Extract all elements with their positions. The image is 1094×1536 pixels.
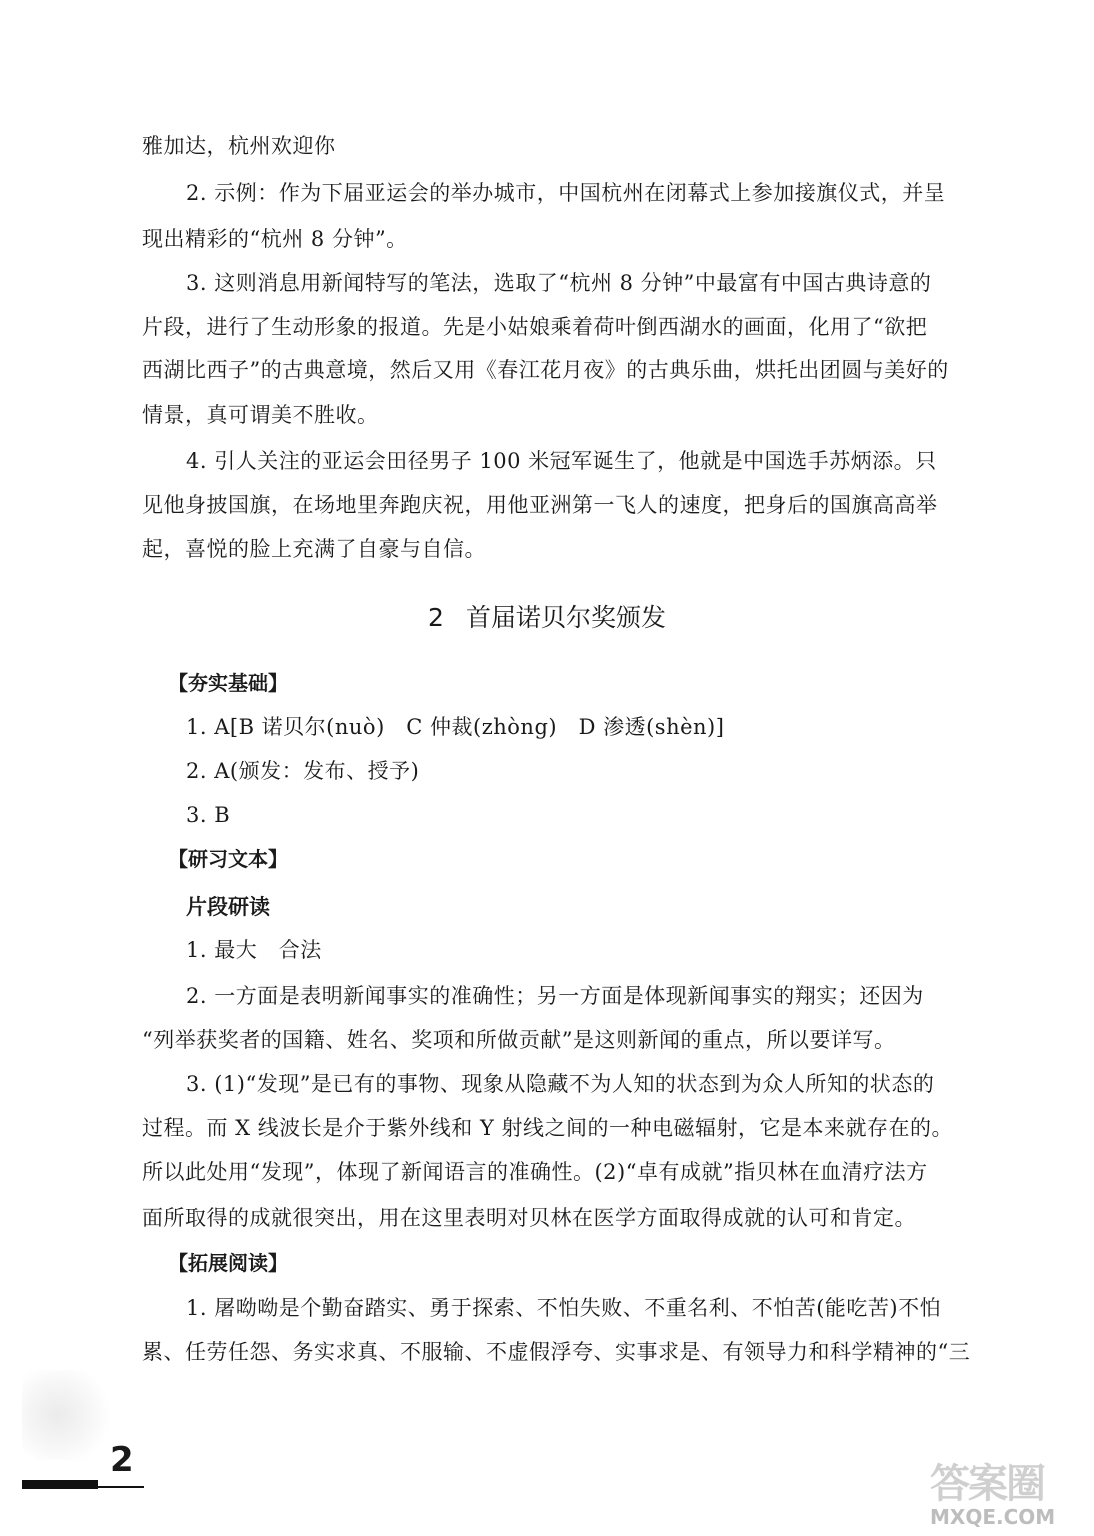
basics-item: 2. A(颁发：发布、授予) xyxy=(186,759,420,783)
paragraph-line: 现出精彩的“杭州 8 分钟”。 xyxy=(142,227,408,251)
watermark xyxy=(930,1462,1080,1534)
paragraph-line: 雅加达，杭州欢迎你 xyxy=(142,134,336,158)
section-title xyxy=(0,602,1094,634)
study-line: 过程。而 X 线波长是介于紫外线和 Y 射线之间的一种电磁辐射，它是本来就存在的。 xyxy=(142,1116,954,1140)
paragraph-line: 4. 引人关注的亚运会田径男子 100 米冠军诞生了，他就是中国选手苏炳添。只 xyxy=(186,449,937,473)
paragraph-line: 情景，真可谓美不胜收。 xyxy=(142,403,379,427)
paragraph-line: 见他身披国旗，在场地里奔跑庆祝，用他亚洲第一飞人的速度，把身后的国旗高高举 xyxy=(142,493,938,517)
extended-line: 累、任劳任怨、务实求真、不服输、不虚假浮夸、实事求是、有领导力和科学精神的“三 xyxy=(142,1340,971,1364)
paragraph-line: 起，喜悦的脸上充满了自豪与自信。 xyxy=(142,537,486,561)
extended-heading: 【拓展阅读】 xyxy=(168,1251,288,1275)
watermark-logo: 答案圈 xyxy=(930,1461,1044,1507)
basics-heading: 【夯实基础】 xyxy=(168,671,288,695)
paragraph-line: 2. 示例：作为下届亚运会的举办城市，中国杭州在闭幕式上参加接旗仪式，并呈 xyxy=(186,181,946,205)
footer-rule xyxy=(22,1486,144,1488)
paragraph-line: 3. 这则消息用新闻特写的笔法，选取了“杭州 8 分钟”中最富有中国古典诗意的 xyxy=(186,271,932,295)
study-line: 3. (1)“发现”是已有的事物、现象从隐藏不为人知的状态到为众人所知的状态的 xyxy=(186,1072,935,1096)
study-line: 面所取得的成就很突出，用在这里表明对贝林在医学方面取得成就的认可和肯定。 xyxy=(142,1206,916,1230)
watermark-domain: MXQE.COM xyxy=(930,1505,1056,1529)
paragraph-line: 西湖比西子”的古典意境，然后又用《春江花月夜》的古典乐曲，烘托出团圆与美好的 xyxy=(142,358,949,382)
study-line: 2. 一方面是表明新闻事实的准确性；另一方面是体现新闻事实的翔实；还因为 xyxy=(186,984,924,1008)
section-title-text: 首届诺贝尔奖颁发 xyxy=(465,603,666,632)
study-subheading: 片段研读 xyxy=(186,895,270,919)
page-number: 2 xyxy=(110,1440,134,1480)
basics-item: 1. A[B 诺贝尔(nuò) C 仲裁(zhòng) D 渗透(shèn)] xyxy=(186,715,725,739)
study-heading: 【研习文本】 xyxy=(168,847,288,871)
basics-item: 3. B xyxy=(186,803,231,827)
study-line: “列举获奖者的国籍、姓名、奖项和所做贡献”是这则新闻的重点，所以要详写。 xyxy=(142,1028,896,1052)
paragraph-line: 片段，进行了生动形象的报道。先是小姑娘乘着荷叶倒西湖水的画面，化用了“欲把 xyxy=(142,315,928,339)
study-line: 1. 最大 合法 xyxy=(186,938,322,962)
extended-line: 1. 屠呦呦是个勤奋踏实、勇于探索、不怕失败、不重名利、不怕苦(能吃苦)不怕 xyxy=(186,1296,942,1320)
section-number: 2 xyxy=(428,603,444,632)
study-line: 所以此处用“发现”，体现了新闻语言的准确性。(2)“卓有成就”指贝林在血清疗法方 xyxy=(142,1160,928,1184)
corner-decoration xyxy=(22,1370,112,1460)
